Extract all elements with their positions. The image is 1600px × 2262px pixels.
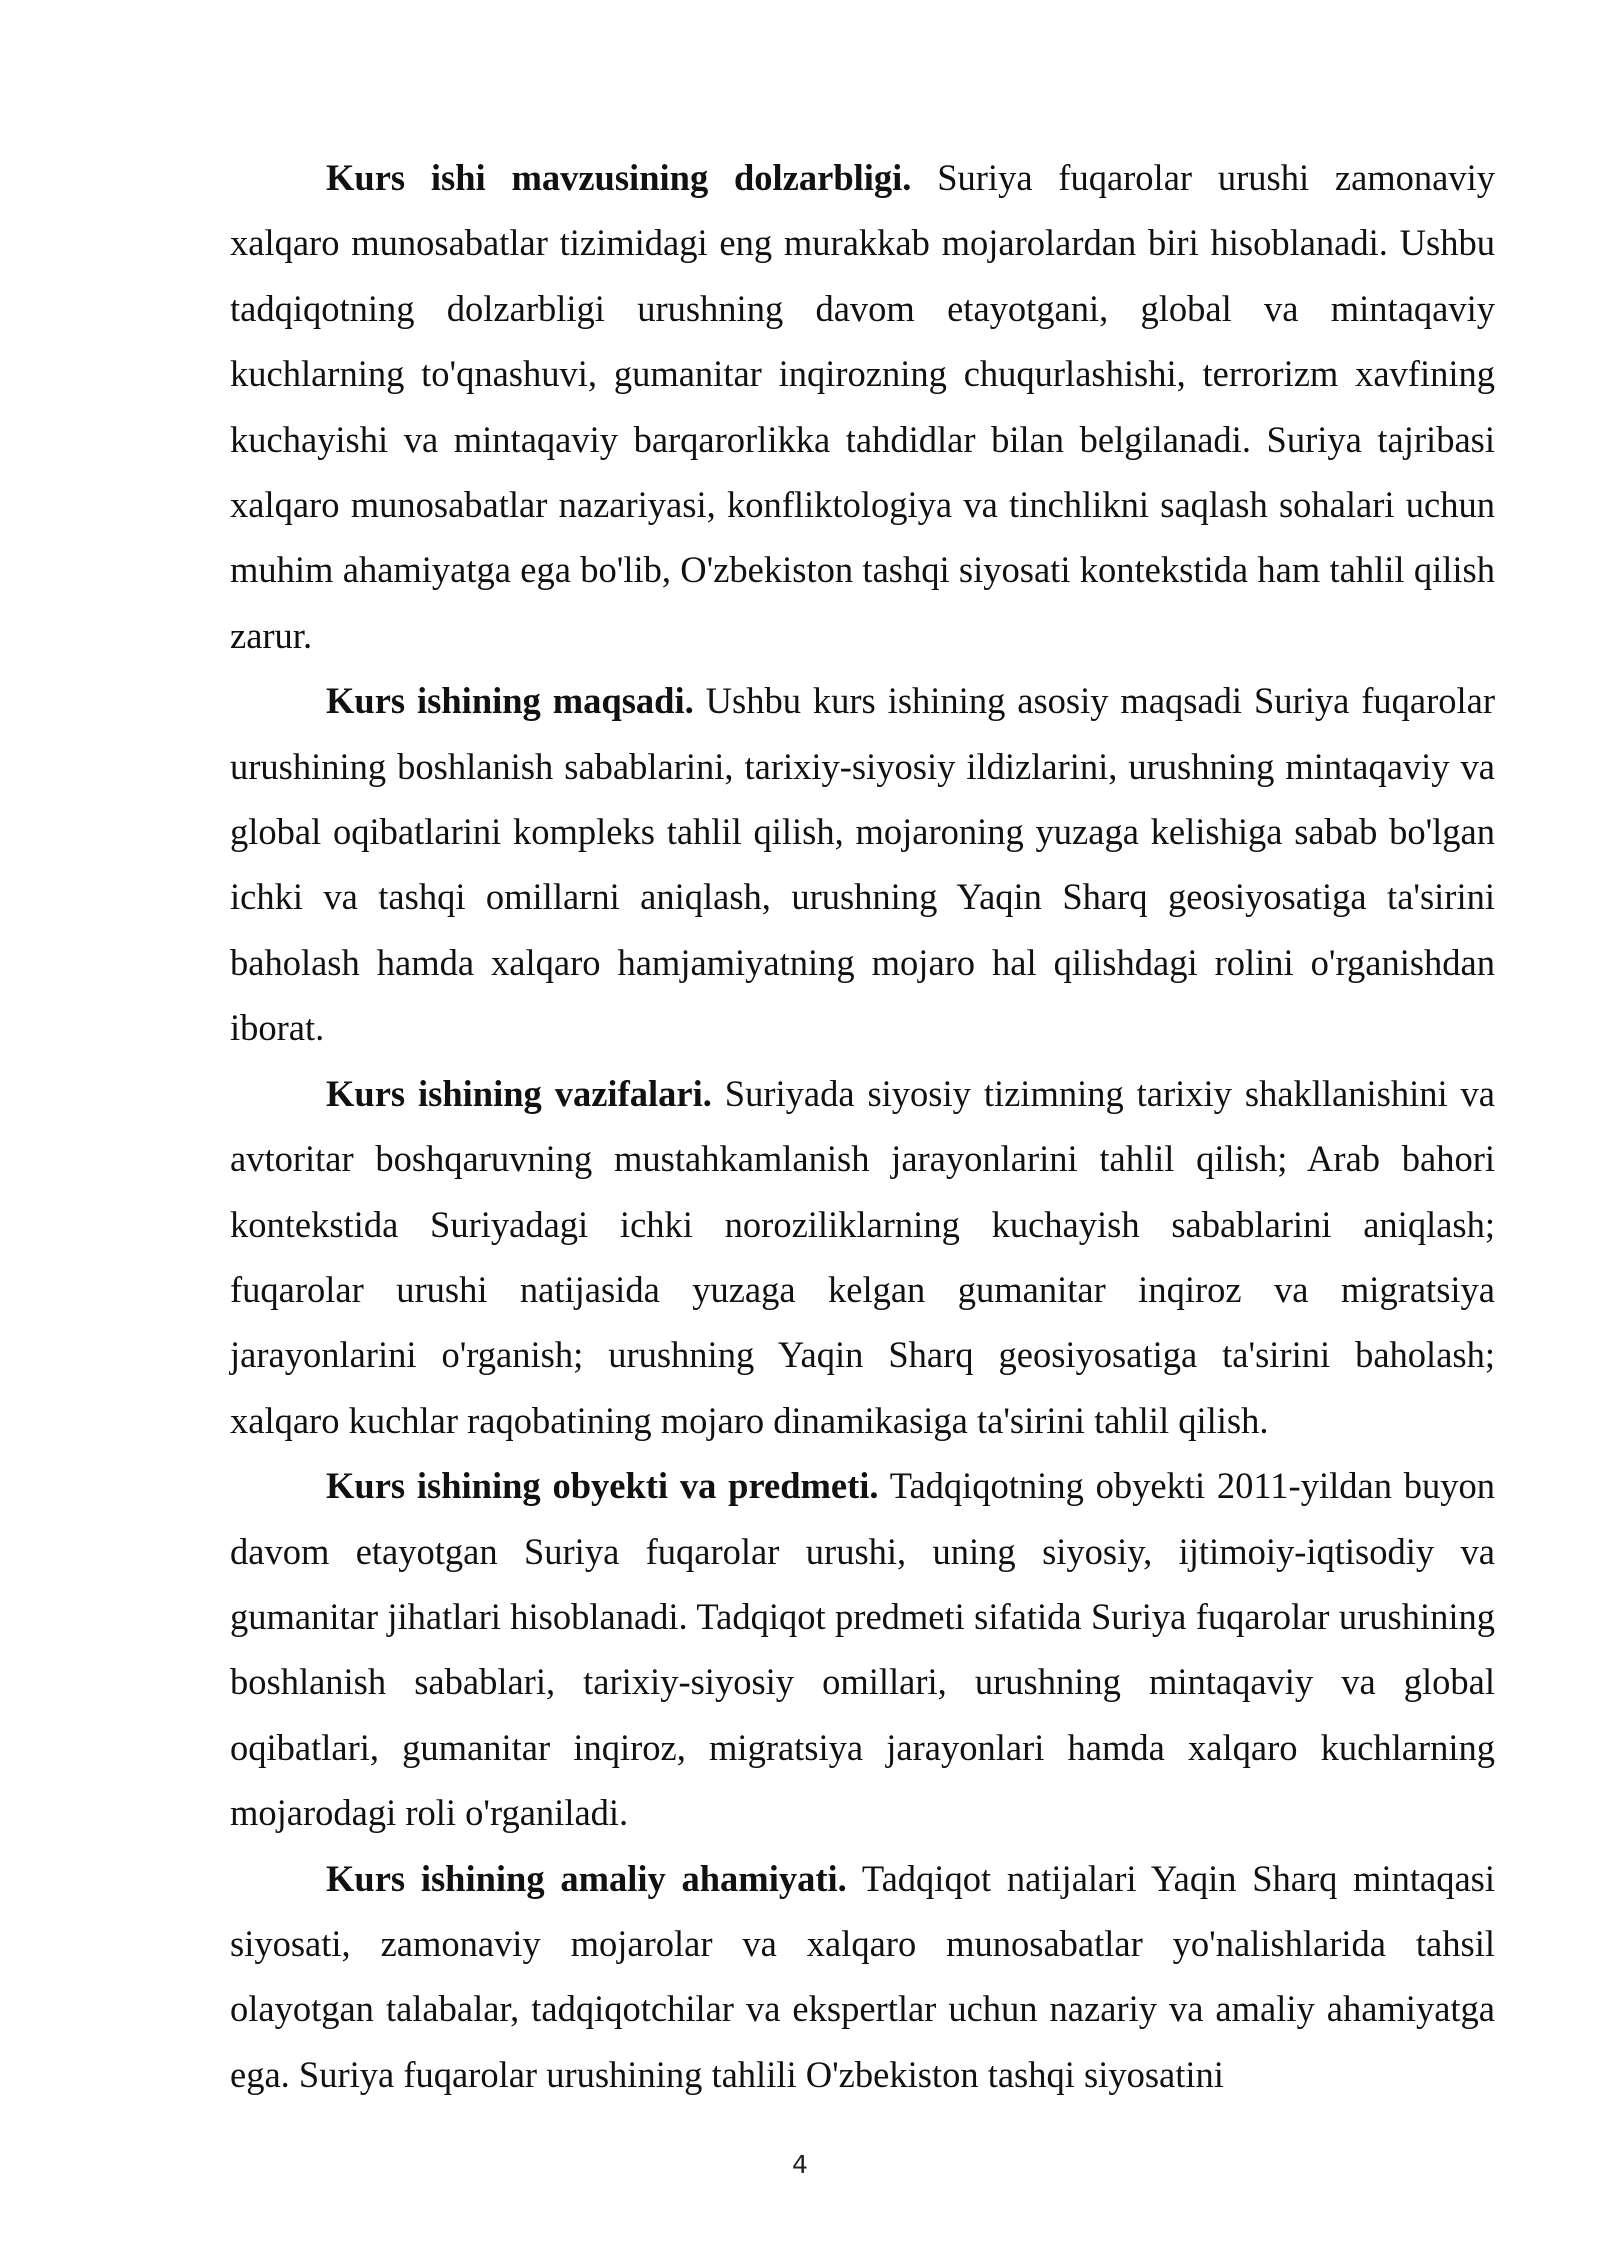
paragraph-text: Tadqiqot natijalari Yaqin Sharq mintaqasi siyosati, zamonaviy mojarolar va xalqaro munosabatlar yo'nalishlarida tahsil olayotgan talabalar, tadqiqotchilar va ekspertlar uchun nazariy va amaliy ahamiyatga ega. Suriya fuqarolar urushining tahlili O'zbekiston tashqi siyosatini	[230, 1857, 1495, 2095]
paragraph-heading: Kurs ishi mavzusining dolzarbligi.	[326, 157, 912, 198]
paragraph-text: Suriya fuqarolar urushi zamonaviy xalqaro munosabatlar tizimidagi eng murakkab mojarolardan biri hisoblanadi. Ushbu tadqiqotning dolzarbligi urushning davom etayotgani, global va mintaqaviy kuchlarning to'qnashuvi, gumanitar inqirozning chuqurlashishi, terrorizm xavfining kuchayishi va mintaqaviy barqarorlikka tahdidlar bilan belgilanadi. Suriya tajribasi xalqaro munosabatlar nazariyasi, konfliktologiya va tinchlikni saqlash sohalari uchun muhim ahamiyatga ega bo'lib, O'zbekiston tashqi siyosati kontekstida ham tahlil qilish zarur.	[230, 157, 1496, 656]
paragraph-tasks	[230, 1061, 1495, 1453]
paragraph-practical-significance	[230, 1846, 1495, 2108]
paragraph-heading: Kurs ishining obyekti va predmeti.	[326, 1465, 879, 1507]
paragraph-heading: Kurs ishining maqsadi.	[326, 680, 694, 722]
paragraph-goal	[230, 668, 1495, 1060]
paragraph-relevance	[230, 145, 1495, 668]
paragraph-heading: Kurs ishining amaliy ahamiyati.	[326, 1857, 847, 1899]
paragraph-object-subject	[230, 1453, 1495, 1845]
paragraph-text: Ushbu kurs ishining asosiy maqsadi Suriya fuqarolar urushining boshlanish sabablarini, tarixiy-siyosiy ildizlarini, urushning mintaqaviy va global oqibatlarini kompleks tahlil qilish, mojaroning yuzaga kelishiga sabab bo'lgan ichki va tashqi omillarni aniqlash, urushning Yaqin Sharq geosiyosatiga ta'sirini baholash hamda xalqaro hamjamiyatning mojaro hal qilishdagi rolini o'rganishdan iborat.	[230, 680, 1495, 1049]
paragraph-text: Suriyada siyosiy tizimning tarixiy shakllanishini va avtoritar boshqaruvning mustahkamlanish jarayonlarini tahlil qilish; Arab bahori kontekstida Suriyadagi ichki noroziliklarning kuchayish sabablarini aniqlash; fuqarolar urushi natijasida yuzaga kelgan gumanitar inqiroz va migratsiya jarayonlarini o'rganish; urushning Yaqin Sharq geosiyosatiga ta'sirini baholash; xalqaro kuchlar raqobatining mojaro dinamikasiga ta'sirini tahlil qilish.	[230, 1072, 1496, 1441]
paragraph-text: Tadqiqotning obyekti 2011-yildan buyon davom etayotgan Suriya fuqarolar urushi, uning siyosiy, ijtimoiy-iqtisodiy va gumanitar jihatlari hisoblanadi. Tadqiqot predmeti sifatida Suriya fuqarolar urushining boshlanish sabablari, tarixiy-siyosiy omillari, urushning mintaqaviy va global oqibatlari, gumanitar inqiroz, migratsiya jarayonlari hamda xalqaro kuchlarning mojarodagi roli o'rganiladi.	[230, 1465, 1495, 1834]
paragraph-heading: Kurs ishining vazifalari.	[326, 1072, 712, 1114]
page-number: 4	[792, 2150, 808, 2179]
document-body	[230, 145, 1495, 2107]
